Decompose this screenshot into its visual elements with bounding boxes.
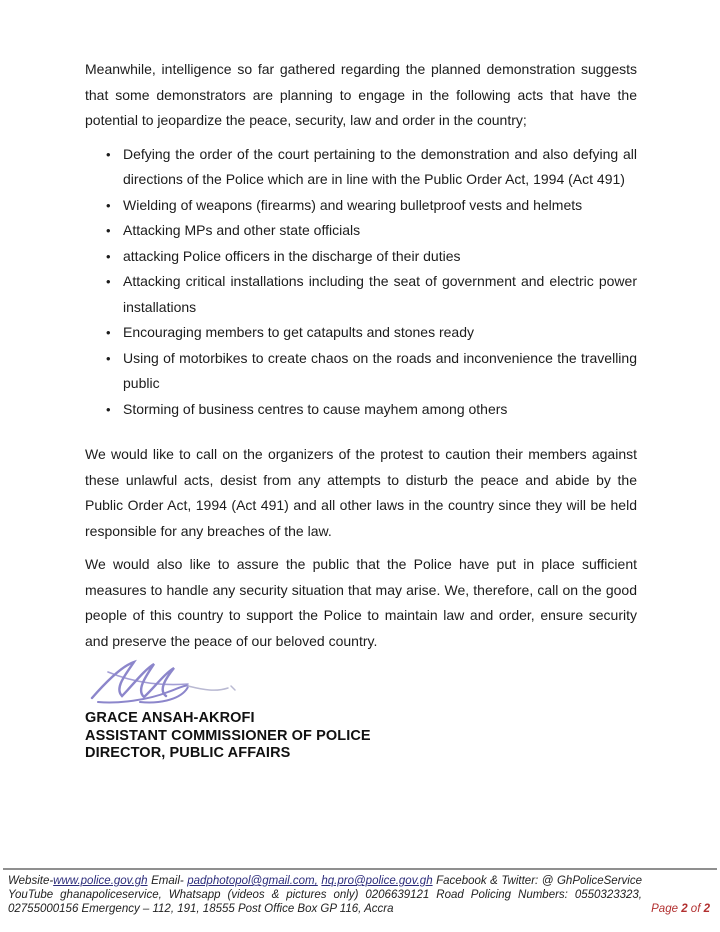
list-item xyxy=(106,193,637,219)
email-link-hq[interactable]: hq.pro@police.gov.gh xyxy=(321,875,433,887)
bullet-icon: • xyxy=(106,401,111,417)
list-item-text: Using of motorbikes to create chaos on the roads and inconvenience the travelling public xyxy=(123,349,637,391)
bullet-list xyxy=(85,142,637,423)
footer-social-text: Facebook & Twitter: @ GhPoliceService YouTube ghanapoliceservice, Whatsapp (videos & pictures only) 0206639121 Road Policing Numbers: 0550323323, 02755000156 Emergency – 112, 191, 18555 Post Office Box GP 116, Accra xyxy=(8,875,642,915)
list-item xyxy=(106,218,637,244)
page-footer xyxy=(0,868,720,916)
list-item-text: Storming of business centres to cause mayhem among others xyxy=(123,400,508,417)
signature-image xyxy=(88,656,637,706)
list-item xyxy=(106,244,637,270)
list-item-text: Defying the order of the court pertaining to the demonstration and also defying all directions of the Police which are in line with the Public Order Act, 1994 (Act 491) xyxy=(123,145,637,187)
bullet-icon: • xyxy=(106,146,111,162)
signatory-title: DIRECTOR, PUBLIC AFFAIRS xyxy=(85,745,291,761)
list-item-text: Attacking MPs and other state officials xyxy=(123,222,361,238)
caution-paragraph: We would like to call on the organizers of the protest to caution their members against these unlawful acts, desist from any attempts to disturb the peace and abide by the Public Order Act, 1994 (Act 491) and all other laws in the country since they will be held responsible for any breaches of the law. xyxy=(85,446,637,539)
list-item-text: Attacking critical installations including the seat of government and electric power installations xyxy=(123,273,637,315)
list-item xyxy=(106,142,637,193)
page-number: Page 2 of 2 xyxy=(651,903,710,915)
bullet-icon: • xyxy=(106,197,111,213)
document-body xyxy=(85,57,637,763)
signature-scribble xyxy=(88,656,238,706)
list-item xyxy=(106,397,637,423)
email-label: Email- xyxy=(147,875,188,887)
bullet-icon: • xyxy=(106,350,111,366)
bullet-icon: • xyxy=(106,223,111,238)
signatory-name: GRACE ANSAH-AKROFI xyxy=(85,710,255,726)
signatory-block xyxy=(85,710,637,763)
list-item-text: Wielding of weapons (firearms) and wearing bulletproof vests and helmets xyxy=(123,196,583,213)
website-link[interactable]: www.police.gov.gh xyxy=(53,875,148,887)
list-item xyxy=(106,269,637,320)
list-item xyxy=(106,346,637,397)
website-label: Website- xyxy=(8,875,54,887)
footer-divider xyxy=(3,868,717,870)
email-link-pad[interactable]: padphotopol@gmail.com, xyxy=(187,875,318,887)
footer-contact-info xyxy=(8,874,642,916)
assurance-paragraph: We would also like to assure the public that the Police have put in place sufficient measures to handle any security situation that may arise. We, therefore, call on the good people of this country to support the Police to maintain law and order, ensure security and preserve the peace of our beloved country. xyxy=(85,556,637,649)
bullet-icon: • xyxy=(106,274,111,289)
list-item-text: attacking Police officers in the discharge of their duties xyxy=(123,247,461,264)
list-item-text: Encouraging members to get catapults and stones ready xyxy=(123,324,474,340)
list-item xyxy=(106,320,637,346)
bullet-icon: • xyxy=(106,325,111,340)
intro-paragraph: Meanwhile, intelligence so far gathered regarding the planned demonstration suggests that some demonstrators are planning to engage in the following acts that have the potential to jeopardize the peace, security, law and order in the country; xyxy=(85,61,637,128)
signatory-rank: ASSISTANT COMMISSIONER OF POLICE xyxy=(85,727,371,744)
bullet-icon: • xyxy=(106,248,111,264)
